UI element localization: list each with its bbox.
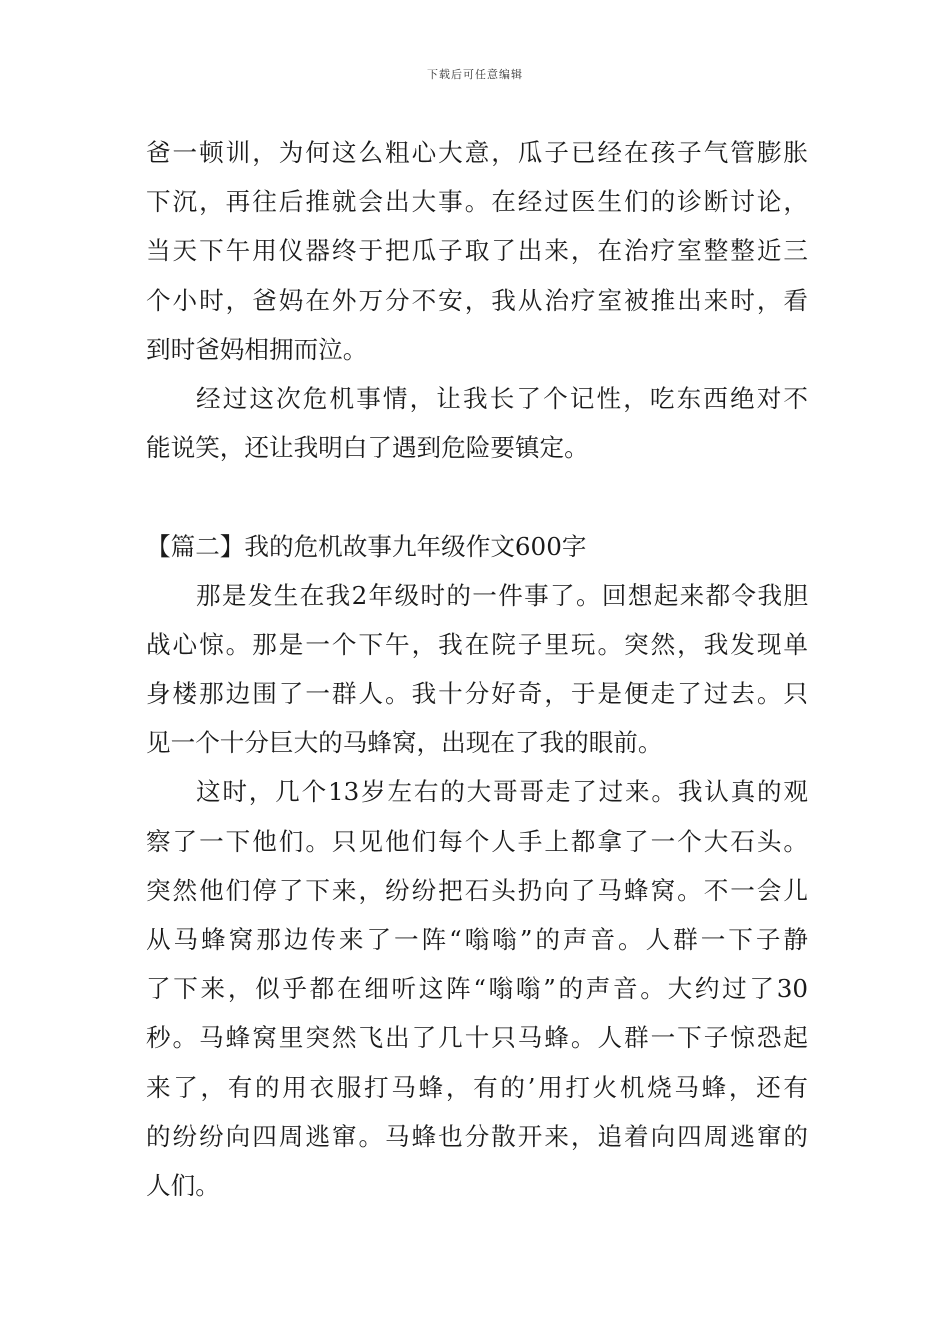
text-line: 那是发生在我2年级时的一件事了。回想起来都令我胆 bbox=[196, 580, 808, 610]
text-line: 个小时，爸妈在外万分不安，我从治疗室被推出来时，看 bbox=[146, 285, 808, 315]
text-line: 战心惊。那是一个下午，我在院子里玩。突然，我发现单 bbox=[146, 629, 808, 659]
text-line: 的纷纷向四周逃窜。马蜂也分散开来，追着向四周逃窜的 bbox=[146, 1121, 808, 1151]
text-line: 来了，有的用衣服打马蜂，有的’用打火机烧马蜂，还有 bbox=[146, 1072, 808, 1102]
document-body bbox=[146, 128, 808, 1210]
text-line: 下沉，再往后推就会出大事。在经过医生们的诊断讨论， bbox=[146, 187, 808, 217]
text-line: 到时爸妈相拥而泣。 bbox=[146, 334, 368, 364]
text-line: 身楼那边围了一群人。我十分好奇，于是便走了过去。只 bbox=[146, 679, 808, 709]
text-line: 当天下午用仪器终于把瓜子取了出来，在治疗室整整近三 bbox=[146, 236, 808, 266]
text-line: 经过这次危机事情，让我长了个记性，吃东西绝对不 bbox=[196, 383, 808, 413]
text-line: 突然他们停了下来，纷纷把石头扔向了马蜂窝。不一会儿 bbox=[146, 875, 808, 905]
text-line: 能说笑，还让我明白了遇到危险要镇定。 bbox=[146, 433, 589, 463]
text-line: 爸一顿训，为何这么粗心大意，瓜子已经在孩子气管膨胀 bbox=[146, 138, 808, 167]
text-line: 秒。马蜂窝里突然飞出了几十只马蜂。人群一下子惊恐起 bbox=[146, 1023, 808, 1053]
text-line: 见一个十分巨大的马蜂窝，出现在了我的眼前。 bbox=[146, 728, 663, 758]
blank-line bbox=[146, 472, 808, 521]
text-line: 从马蜂窝那边传来了一阵“嗡嗡”的声音。人群一下子静 bbox=[146, 925, 808, 954]
section-heading: 【篇二】我的危机故事九年级作文600字 bbox=[146, 531, 587, 561]
page-header: 下载后可任意编辑 bbox=[427, 68, 523, 81]
text-line: 察了一下他们。只见他们每个人手上都拿了一个大石头。 bbox=[146, 826, 808, 856]
text-line: 这时，几个13岁左右的大哥哥走了过来。我认真的观 bbox=[196, 777, 808, 807]
text-line: 了下来，似乎都在细听这阵“嗡嗡”的声音。大约过了30 bbox=[146, 974, 808, 1004]
text-line: 人们。 bbox=[146, 1170, 220, 1200]
